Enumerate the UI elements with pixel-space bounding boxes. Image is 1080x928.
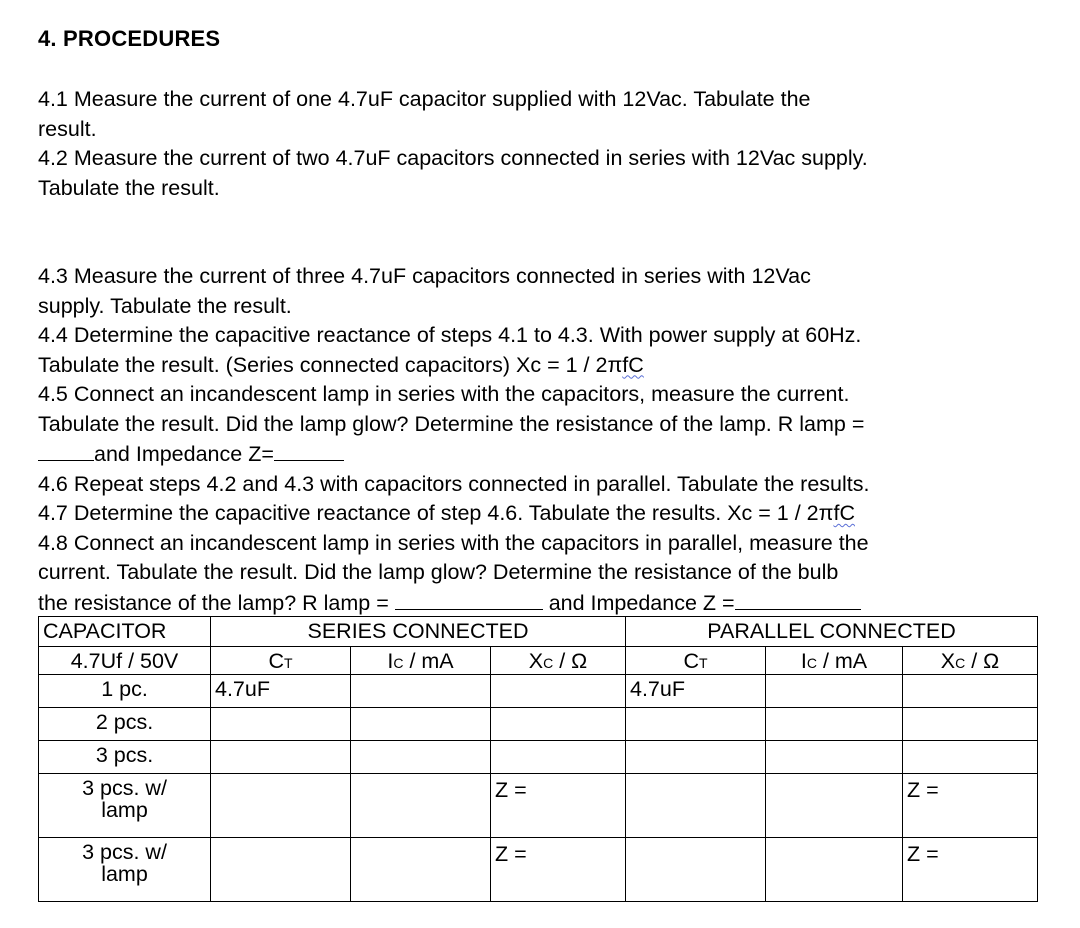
ct-series-header — [211, 647, 351, 675]
procedure-text: Tabulate the result. (Series connected capacitors) Xc = 1 / 2π — [38, 352, 623, 377]
xc-parallel-cell[interactable] — [903, 741, 1038, 774]
ct-subscript: T — [698, 655, 708, 671]
procedure-line: 4.2 Measure the current of two 4.7uF capacitors connected in series with 12Vac supply. — [38, 146, 868, 170]
ct-series-cell[interactable]: 4.7uF — [211, 675, 351, 708]
row-label — [39, 774, 211, 838]
series-header: SERIES CONNECTED — [211, 617, 626, 647]
z-series-cell[interactable]: Z = — [491, 838, 626, 902]
ic-series-cell[interactable] — [351, 675, 491, 708]
xc-parallel-cell[interactable] — [903, 675, 1038, 708]
capacitor-rating: 4.7Uf / 50V — [39, 647, 211, 675]
procedure-line: 4.8 Connect an incandescent lamp in series with the capacitors in parallel, measure the — [38, 530, 869, 555]
table-row — [39, 741, 1038, 774]
formula-fc: fC — [833, 501, 855, 525]
ct-letter: C — [683, 649, 699, 673]
procedure-line — [38, 439, 1048, 470]
table-header-row — [39, 617, 1038, 647]
ic-parallel-header — [766, 647, 903, 675]
xc-subscript: C — [543, 655, 554, 671]
xc-unit: / Ω — [553, 649, 588, 673]
ic-series-cell[interactable] — [351, 708, 491, 741]
r-lamp-blank[interactable] — [395, 588, 543, 610]
procedure-text: and Impedance Z= — [94, 442, 274, 466]
table-row — [39, 675, 1038, 708]
procedure-line: 4.3 Measure the current of three 4.7uF capacitors connected in series with 12Vac — [38, 264, 811, 288]
ic-subscript: C — [393, 655, 404, 671]
r-lamp-blank[interactable] — [38, 439, 94, 461]
ic-series-cell[interactable] — [351, 838, 491, 902]
ic-series-cell[interactable] — [351, 741, 491, 774]
row-label: 2 pcs. — [39, 708, 211, 741]
xc-subscript: C — [955, 655, 966, 671]
ct-series-cell[interactable] — [211, 838, 351, 902]
z-parallel-cell[interactable]: Z = — [903, 838, 1038, 902]
xc-series-cell[interactable] — [491, 675, 626, 708]
procedure-line: Tabulate the result. — [38, 175, 220, 200]
procedure-line: result. — [38, 116, 97, 141]
spacer — [38, 203, 1048, 233]
results-table — [38, 616, 1038, 902]
procedure-line: supply. Tabulate the result. — [38, 293, 292, 318]
ct-series-cell[interactable] — [211, 741, 351, 774]
row-label-line: 3 pcs. w/ — [82, 776, 167, 800]
ct-parallel-cell[interactable]: 4.7uF — [626, 675, 766, 708]
row-label: 3 pcs. — [39, 741, 211, 774]
capacitor-header: CAPACITOR — [39, 617, 211, 647]
procedure-line: Tabulate the result. Did the lamp glow? Determine the resistance of the lamp. R lamp = — [38, 411, 865, 436]
procedure-text: and Impedance Z = — [542, 590, 735, 615]
procedure-line — [38, 588, 1048, 619]
ct-parallel-header — [626, 647, 766, 675]
procedure-line: 4.5 Connect an incandescent lamp in series with the capacitors, measure the current. — [38, 382, 850, 406]
ic-series-cell[interactable] — [351, 774, 491, 838]
ct-parallel-cell[interactable] — [626, 838, 766, 902]
section-heading: 4. PROCEDURES — [38, 26, 221, 51]
ic-series-header — [351, 647, 491, 675]
formula-fc: fC — [622, 352, 644, 377]
impedance-blank[interactable] — [274, 439, 344, 461]
procedure-line — [38, 351, 1048, 381]
procedure-line: 4.6 Repeat steps 4.2 and 4.3 with capacitors connected in parallel. Tabulate the results. — [38, 471, 870, 496]
xc-letter: X — [528, 649, 544, 673]
row-label-line: lamp — [101, 798, 148, 822]
ct-parallel-cell[interactable] — [626, 741, 766, 774]
table-row — [39, 774, 1038, 838]
procedure-line: 4.4 Determine the capacitive reactance of steps 4.1 to 4.3. With power supply at 60Hz. — [38, 323, 862, 347]
spacer — [38, 233, 1048, 263]
xc-series-header — [491, 647, 626, 675]
row-label-line: 3 pcs. w/ — [82, 840, 167, 864]
xc-series-cell[interactable] — [491, 741, 626, 774]
procedure-line: current. Tabulate the result. Did the lamp glow? Determine the resistance of the bulb — [38, 560, 839, 584]
table-subheader-row — [39, 647, 1038, 675]
procedure-line — [38, 499, 1048, 529]
ic-letter: I — [387, 649, 394, 673]
ic-letter: I — [800, 649, 807, 673]
ct-parallel-cell[interactable] — [626, 708, 766, 741]
ct-series-cell[interactable] — [211, 774, 351, 838]
xc-parallel-header — [903, 647, 1038, 675]
ic-parallel-cell[interactable] — [766, 675, 903, 708]
ic-parallel-cell[interactable] — [766, 774, 903, 838]
xc-parallel-cell[interactable] — [903, 708, 1038, 741]
xc-series-cell[interactable] — [491, 708, 626, 741]
procedure-line: 4.1 Measure the current of one 4.7uF capacitor supplied with 12Vac. Tabulate the — [38, 87, 811, 111]
row-label — [39, 838, 211, 902]
ic-unit: / mA — [816, 649, 868, 673]
ct-series-cell[interactable] — [211, 708, 351, 741]
z-series-cell[interactable]: Z = — [491, 774, 626, 838]
procedure-text: 4.7 Determine the capacitive reactance of step 4.6. Tabulate the results. Xc = 1 / 2π — [38, 501, 834, 525]
row-label: 1 pc. — [39, 675, 211, 708]
z-parallel-cell[interactable]: Z = — [903, 774, 1038, 838]
xc-unit: / Ω — [965, 649, 1000, 673]
table-row — [39, 838, 1038, 902]
ct-subscript: T — [283, 655, 293, 671]
table-row — [39, 708, 1038, 741]
ic-parallel-cell[interactable] — [766, 838, 903, 902]
procedure-text: the resistance of the lamp? R lamp = — [38, 590, 395, 615]
xc-letter: X — [940, 649, 956, 673]
ic-subscript: C — [806, 655, 817, 671]
ct-letter: C — [268, 649, 284, 673]
procedure-list — [38, 85, 1048, 618]
parallel-header: PARALLEL CONNECTED — [626, 617, 1038, 647]
ct-parallel-cell[interactable] — [626, 774, 766, 838]
impedance-blank[interactable] — [735, 588, 861, 610]
ic-parallel-cell[interactable] — [766, 741, 903, 774]
ic-unit: / mA — [403, 649, 454, 673]
ic-parallel-cell[interactable] — [766, 708, 903, 741]
row-label-line: lamp — [101, 862, 148, 886]
